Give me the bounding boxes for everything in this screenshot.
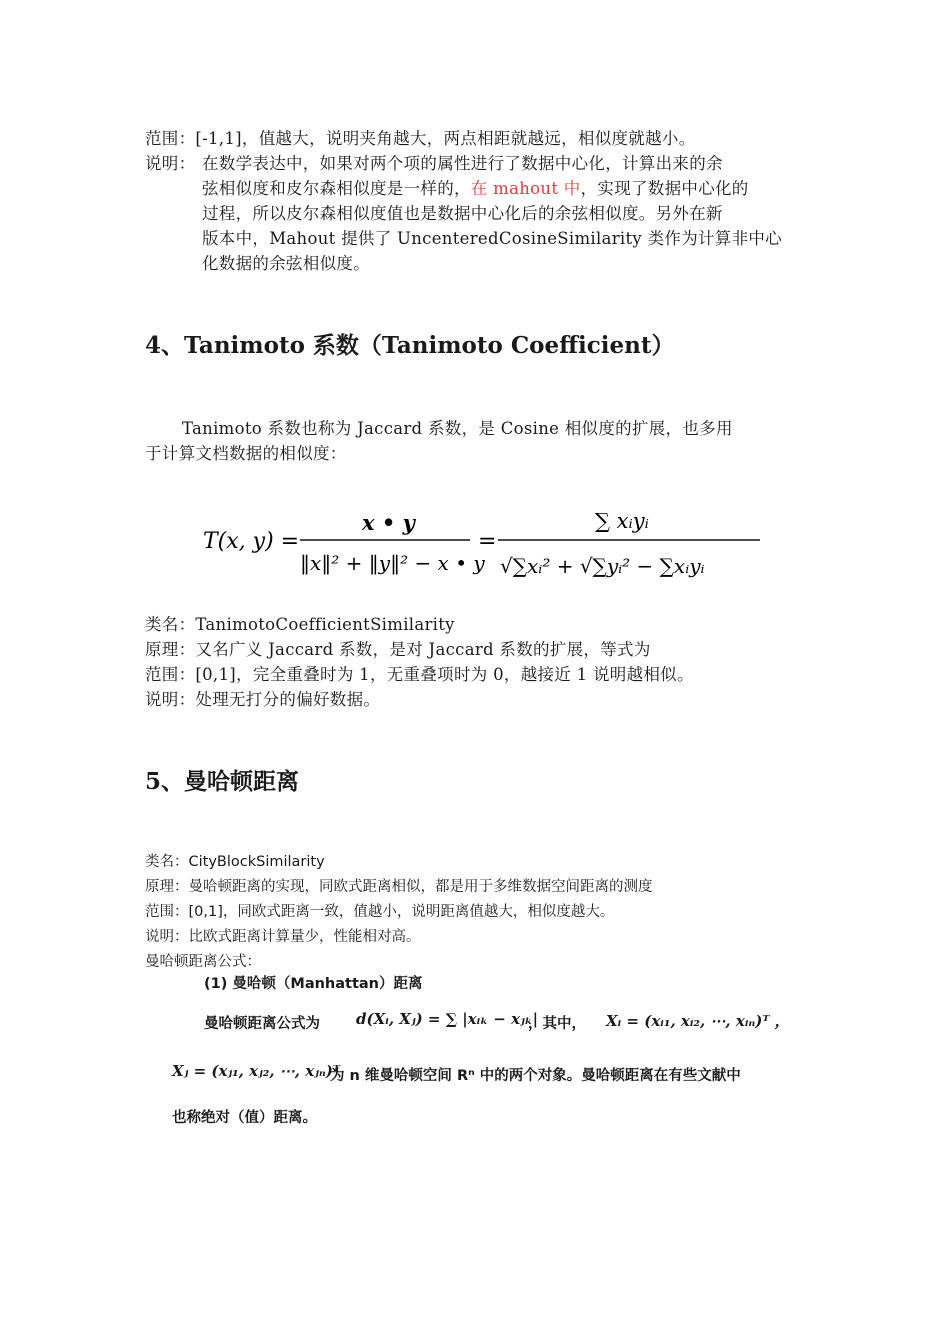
manhattan-range-line: 范围：[0,1]，同欧式距离一致，值越小，说明距离值越大，相似度越大。 — [145, 904, 615, 920]
desc-line-5: 化数据的余弦相似度。 — [202, 254, 370, 273]
manhattan-img-title: (1) 曼哈顿（Manhattan）距离 — [204, 976, 423, 992]
tanimoto-intro-line-2: 于计算文档数据的相似度： — [145, 444, 347, 463]
desc-line-2 — [202, 176, 749, 201]
desc-line-2-b: ，实现了数据中心化的 — [580, 179, 749, 198]
manhattan-principle-line: 原理：曼哈顿距离的实现，同欧式距离相似，都是用于多维数据空间距离的测度 — [145, 879, 653, 895]
desc-line-3: 过程，所以皮尔森相似度值也是数据中心化后的余弦相似度。另外在新 — [202, 204, 723, 223]
manhattan-formula-label: 曼哈顿距离公式： — [145, 954, 261, 970]
heading-manhattan: 5、曼哈顿距离 — [145, 768, 300, 795]
tanimoto-principle-line: 原理：又名广义 Jaccard 系数，是对 Jaccard 系数的扩展，等式为 — [145, 640, 651, 659]
tanimoto-desc-line: 说明：处理无打分的偏好数据。 — [145, 690, 381, 709]
manhattan-img-line2-text: 为 n 维曼哈顿空间 Rⁿ 中的两个对象。曼哈顿距离在有些文献中 — [330, 1068, 741, 1084]
desc-line-2-a: 弦相似度和皮尔森相似度是一样的， — [202, 179, 471, 198]
manhattan-class-line: 类名：CityBlockSimilarity — [145, 854, 325, 870]
tanimoto-intro-line-1: Tanimoto 系数也称为 Jaccard 系数，是 Cosine 相似度的扩展，也多用 — [182, 419, 733, 438]
desc-line-2-highlight: 在 mahout 中 — [470, 179, 581, 198]
range-line-cosine: 范围：[-1,1]，值越大，说明夹角越大，两点相距就越远，相似度就越小。 — [145, 129, 696, 148]
tanimoto-formula — [195, 500, 770, 590]
desc-line-1: 在数学表达中，如果对两个项的属性进行了数据中心化，计算出来的余 — [202, 154, 723, 173]
formula-den2: √∑xᵢ² + √∑yᵢ² − ∑xᵢyᵢ — [500, 554, 705, 578]
desc-label-cosine: 说明： — [145, 154, 196, 173]
formula-num1: x • y — [362, 510, 415, 535]
formula-eq: = — [478, 529, 497, 554]
desc-line-4: 版本中，Mahout 提供了 UncenteredCosineSimilarity 类作为计算非中心 — [202, 229, 782, 248]
tanimoto-range-line: 范围：[0,1]，完全重叠时为 1，无重叠项时为 0，越接近 1 说明越相似。 — [145, 665, 694, 684]
tanimoto-formula-svg — [195, 500, 770, 590]
manhattan-img-line3-text: 也称绝对（值）距离。 — [172, 1110, 317, 1126]
manhattan-xi-vector: Xᵢ = (xᵢ₁, xᵢ₂, ⋯, xᵢₙ)ᵀ ， — [606, 1012, 790, 1030]
manhattan-distance-formula: d(Xᵢ, Xⱼ) = ∑ |xᵢₖ − xⱼₖ| — [356, 1010, 539, 1028]
formula-num2: ∑ xᵢyᵢ — [595, 509, 649, 533]
manhattan-desc-line: 说明：比欧式距离计算量少，性能相对高。 — [145, 929, 421, 945]
formula-den1: ‖x‖² + ‖y‖² − x • y — [300, 551, 485, 575]
manhattan-formula-image — [160, 970, 800, 1135]
tanimoto-class-line: 类名：TanimotoCoefficientSimilarity — [145, 615, 455, 634]
manhattan-xj-vector: Xⱼ = (xⱼ₁, xⱼ₂, ⋯, xⱼₙ)ᵀ — [172, 1062, 340, 1080]
manhattan-img-line1-text: 曼哈顿距离公式为 — [204, 1016, 320, 1032]
formula-lhs: T(x, y) = — [203, 529, 300, 554]
heading-tanimoto: 4、Tanimoto 系数（Tanimoto Coefficient） — [145, 332, 675, 359]
manhattan-img-line1-mid: ，其中， — [528, 1016, 586, 1032]
